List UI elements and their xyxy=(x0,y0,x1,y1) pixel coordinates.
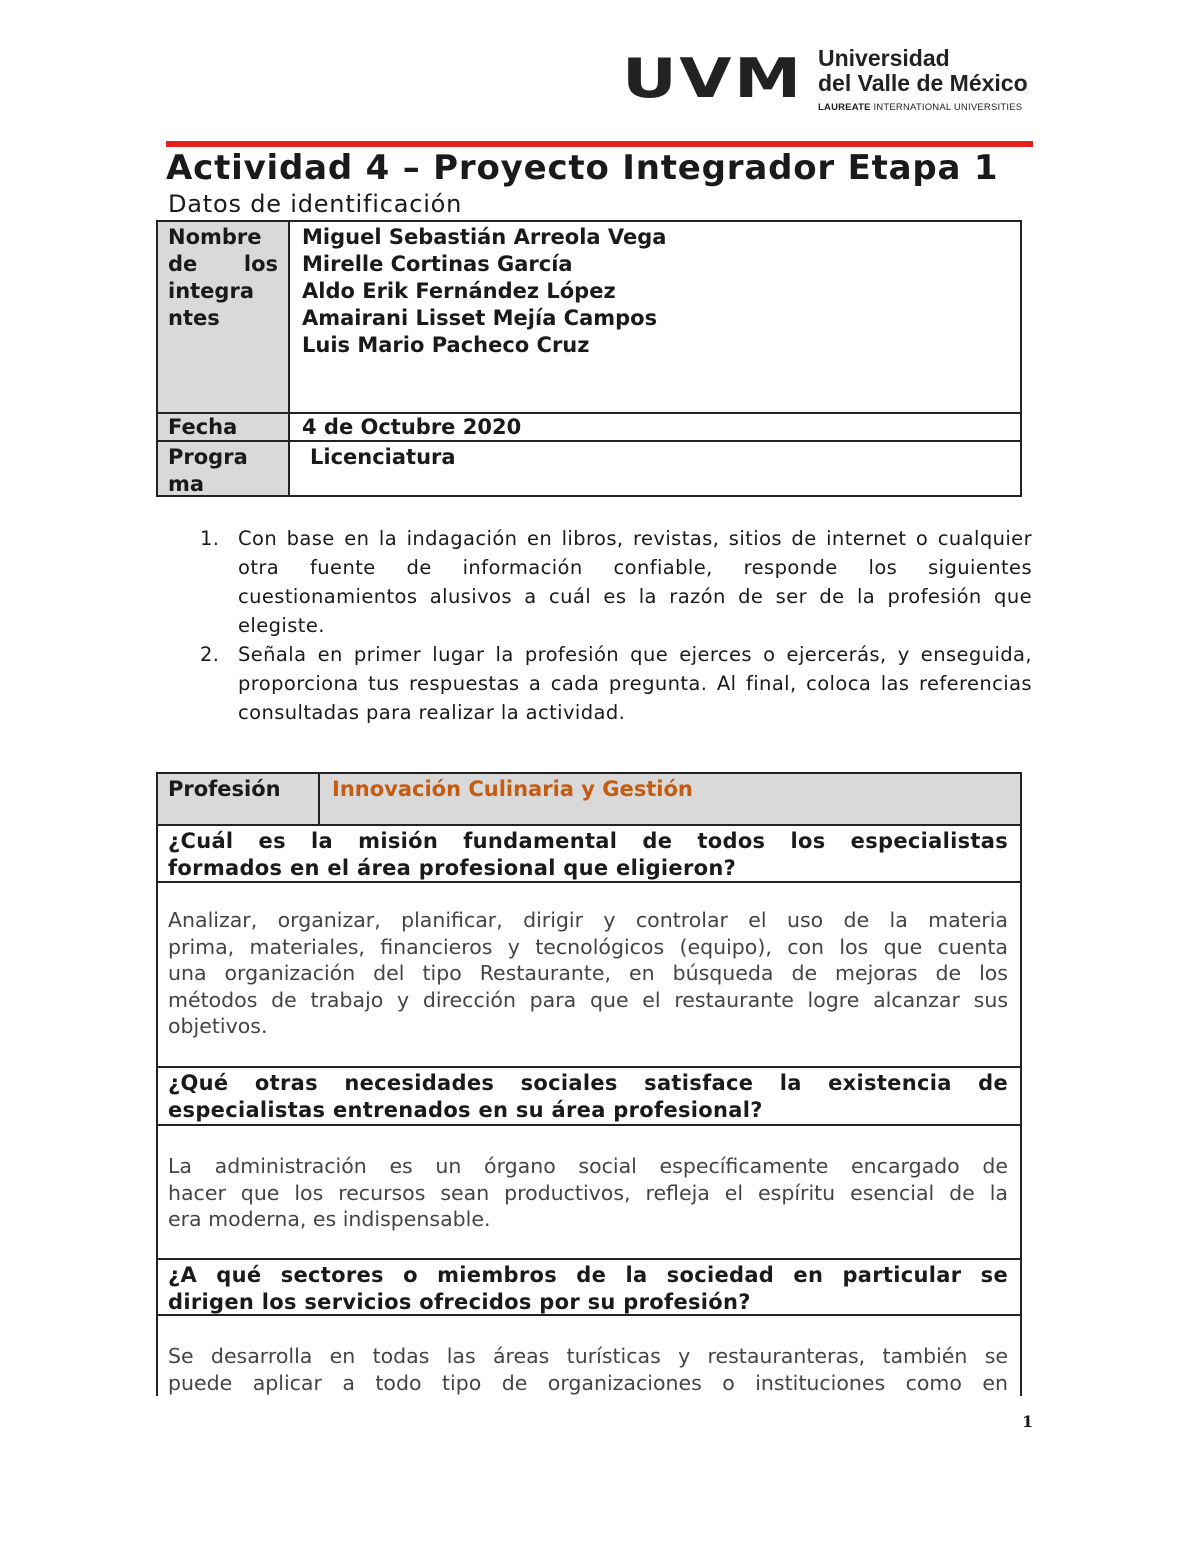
members-label-line: integra xyxy=(168,279,254,303)
answer-cell xyxy=(158,1316,1020,1396)
instruction-text: Señala en primer lugar la profesión que ejerces o ejercerás, y enseguida, proporciona tus respuestas a cada pregunta. Al final, coloca las referencias consultadas para realizar la actividad. xyxy=(238,643,1032,724)
member-name: Luis Mario Pacheco Cruz xyxy=(302,333,590,357)
answer-line: métodos de trabajo y dirección para que el restaurante logre alcanzar sus xyxy=(168,987,1008,1012)
answer-line: puede aplicar a todo tipo de organizaciones o instituciones como en xyxy=(168,1370,1008,1395)
answer-line: prima, materiales, financieros y tecnológicos (equipo), con los que cuenta xyxy=(168,934,1008,959)
university-name xyxy=(818,46,1028,96)
page-title: Actividad 4 – Proyecto Integrador Etapa 1 xyxy=(166,148,999,188)
question-line: ¿Qué otras necesidades sociales satisface la existencia de xyxy=(168,1071,1008,1095)
instructions-list xyxy=(200,524,1032,727)
answer-line: hacer que los recursos sean productivos, refleja el espíritu esencial de la xyxy=(168,1180,1008,1205)
program-value: Licenciatura xyxy=(310,445,456,469)
profession-table xyxy=(156,772,1022,1396)
members-label-line: ntes xyxy=(168,306,220,330)
instruction-text: Con base en la indagación en libros, revistas, sitios de internet o cualquier otra fuente de información confiable, responde los siguientes cuestionamientos alusivos a cuál es la razón de ser de la profesión que elegiste. xyxy=(238,527,1032,637)
question-line: ¿Cuál es la misión fundamental de todos los especialistas xyxy=(168,829,1008,853)
date-label: Fecha xyxy=(158,414,290,440)
answer-cell xyxy=(158,1126,1020,1260)
program-row xyxy=(158,442,1020,495)
profession-value: Innovación Culinaria y Gestión xyxy=(332,777,693,801)
question-cell xyxy=(158,1068,1020,1126)
question-line: dirigen los servicios ofrecidos por su profesión? xyxy=(168,1290,751,1314)
instruction-item xyxy=(200,524,1032,640)
instruction-item xyxy=(200,640,1032,727)
member-name: Mirelle Cortinas García xyxy=(302,252,573,276)
question-line: ¿A qué sectores o miembros de la sociedad en particular se xyxy=(168,1263,1008,1287)
laureate-tagline xyxy=(818,102,1022,113)
profession-label: Profesión xyxy=(158,774,320,824)
member-name: Aldo Erik Fernández López xyxy=(302,279,616,303)
members-label-line: Nombre xyxy=(168,225,262,249)
university-name-line1: Universidad xyxy=(818,45,950,71)
program-label-line: ma xyxy=(168,472,205,496)
answer-line: Analizar, organizar, planificar, dirigir y controlar el uso de la materia xyxy=(168,908,1008,932)
member-name: Amairani Lisset Mejía Campos xyxy=(302,306,658,330)
answer-line: Se desarrolla en todas las áreas turísticas y restauranteras, también se xyxy=(168,1344,1008,1368)
university-name-line2: del Valle de México xyxy=(818,70,1028,96)
instruction-number: 1. xyxy=(200,527,220,550)
laureate-tagline-rest: INTERNATIONAL UNIVERSITIES xyxy=(870,102,1023,113)
answer-line: una organización del tipo Restaurante, en búsqueda de mejoras de los xyxy=(168,961,1008,985)
instruction-number: 2. xyxy=(200,643,220,666)
page-number: 1 xyxy=(1022,1412,1034,1431)
program-label xyxy=(158,442,290,495)
member-name: Miguel Sebastián Arreola Vega xyxy=(302,225,667,249)
section-subtitle: Datos de identificación xyxy=(168,190,463,218)
members-label xyxy=(158,222,290,412)
members-list xyxy=(290,222,666,359)
question-line: especialistas entrenados en su área profesional? xyxy=(168,1098,763,1122)
program-label-line: Progra xyxy=(168,445,248,469)
uvm-logo xyxy=(622,46,1032,116)
answer-line: La administración es un órgano social específicamente encargado de xyxy=(168,1154,1008,1178)
laureate-tagline-bold: LAUREATE xyxy=(818,102,871,113)
date-row xyxy=(158,414,1020,442)
date-value: 4 de Octubre 2020 xyxy=(302,415,522,439)
answer-cell xyxy=(158,883,1020,1068)
question-cell xyxy=(158,826,1020,883)
answer-line: objetivos. xyxy=(168,1014,268,1038)
profession-row xyxy=(158,774,1020,826)
identification-table xyxy=(156,220,1022,497)
members-row xyxy=(158,222,1020,414)
answer-line: era moderna, es indispensable. xyxy=(168,1207,491,1231)
question-line: formados en el área profesional que eligieron? xyxy=(168,856,737,880)
members-label-line: de los xyxy=(168,252,278,276)
question-cell xyxy=(158,1260,1020,1316)
uvm-logo-mark: UVM xyxy=(622,47,804,110)
